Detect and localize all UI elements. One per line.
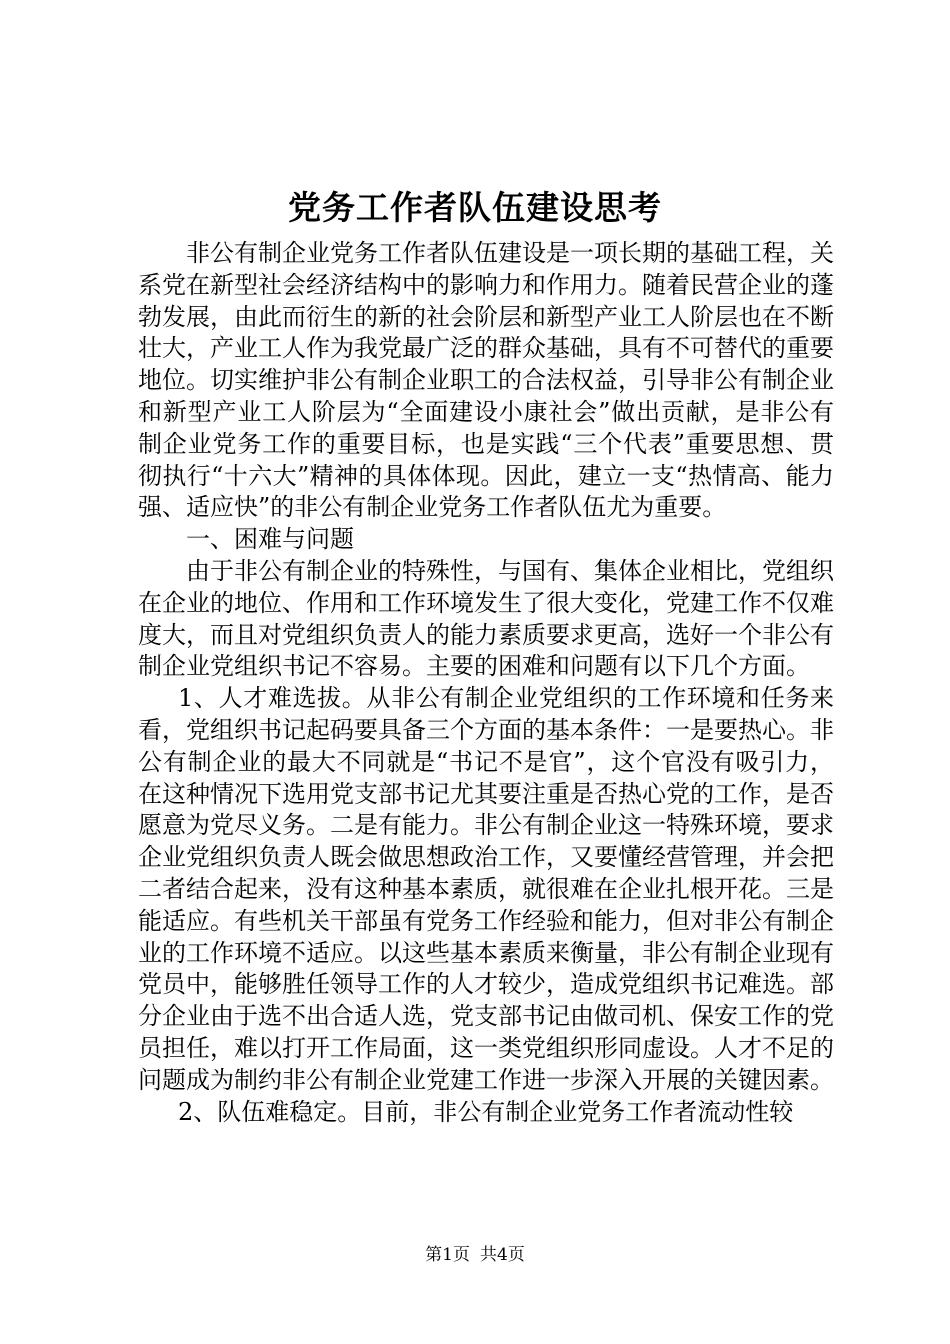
page-number: 第1页 [425,1245,470,1265]
paragraph-talent-selection: 1、人才难选拔。从非公有制企业党组织的工作环境和任务来看，党组织书记起码要具备三个方面的基本条件：一是要热心。非公有制企业的最大不同就是“书记不是官”，这个官没有吸引力，在这种情况下选用党支部书记尤其要注重是否热心党的工作，是否愿意为党尽义务。二是有能力。非公有制企业这一特殊环境，要求企业党组织负责人既会做思想政治工作，又要懂经营管理，并会把二者结合起来，没有这种基本素质，就很难在企业扎根开花。三是能适应。有些机关干部虽有党务工作经验和能力，但对非公有制企业的工作环境不适应。以这些基本素质来衡量，非公有制企业现有党员中，能够胜任领导工作的人才较少，造成党组织书记难选。部分企业由于选不出合适人选，党支部书记由做司机、保安工作的党员担任，难以打开工作局面，这一类党组织形同虚设。人才不足的问题成为制约非公有制企业党建工作进一步深入开展的关键因素。 [138,684,834,1094]
page-footer [0,1244,950,1266]
paragraph-intro: 非公有制企业党务工作者队伍建设是一项长期的基础工程，关系党在新型社会经济结构中的影响力和作用力。随着民营企业的蓬勃发展，由此而衍生的新的社会阶层和新型产业工人阶层也在不断壮大，产业工人作为我党最广泛的群众基础，具有不可替代的重要地位。切实维护非公有制企业职工的合法权益，引导非公有制企业和新型产业工人阶层为“全面建设小康社会”做出贡献，是非公有制企业党务工作的重要目标，也是实践“三个代表”重要思想、贯彻执行“十六大”精神的具体体现。因此，建立一支“热情高、能力强、适应快”的非公有制企业党务工作者队伍尤为重要。 [138,239,834,522]
paragraph-team-stability: 2、队伍难稳定。目前，非公有制企业党务工作者流动性较 [178,1097,794,1126]
document-body [138,238,834,1128]
paragraph-difficulties-overview: 由于非公有制企业的特殊性，与国有、集体企业相比，党组织在企业的地位、作用和工作环境发生了很大变化，党建工作不仅难度大，而且对党组织负责人的能力素质要求更高，选好一个非公有制企业党组织书记不容易。主要的困难和问题有以下几个方面。 [138,556,834,681]
document-title: 党务工作者队伍建设思考 [288,188,662,227]
page-total: 共4页 [480,1245,525,1265]
section-heading-difficulties: 一、困难与问题 [186,525,354,554]
